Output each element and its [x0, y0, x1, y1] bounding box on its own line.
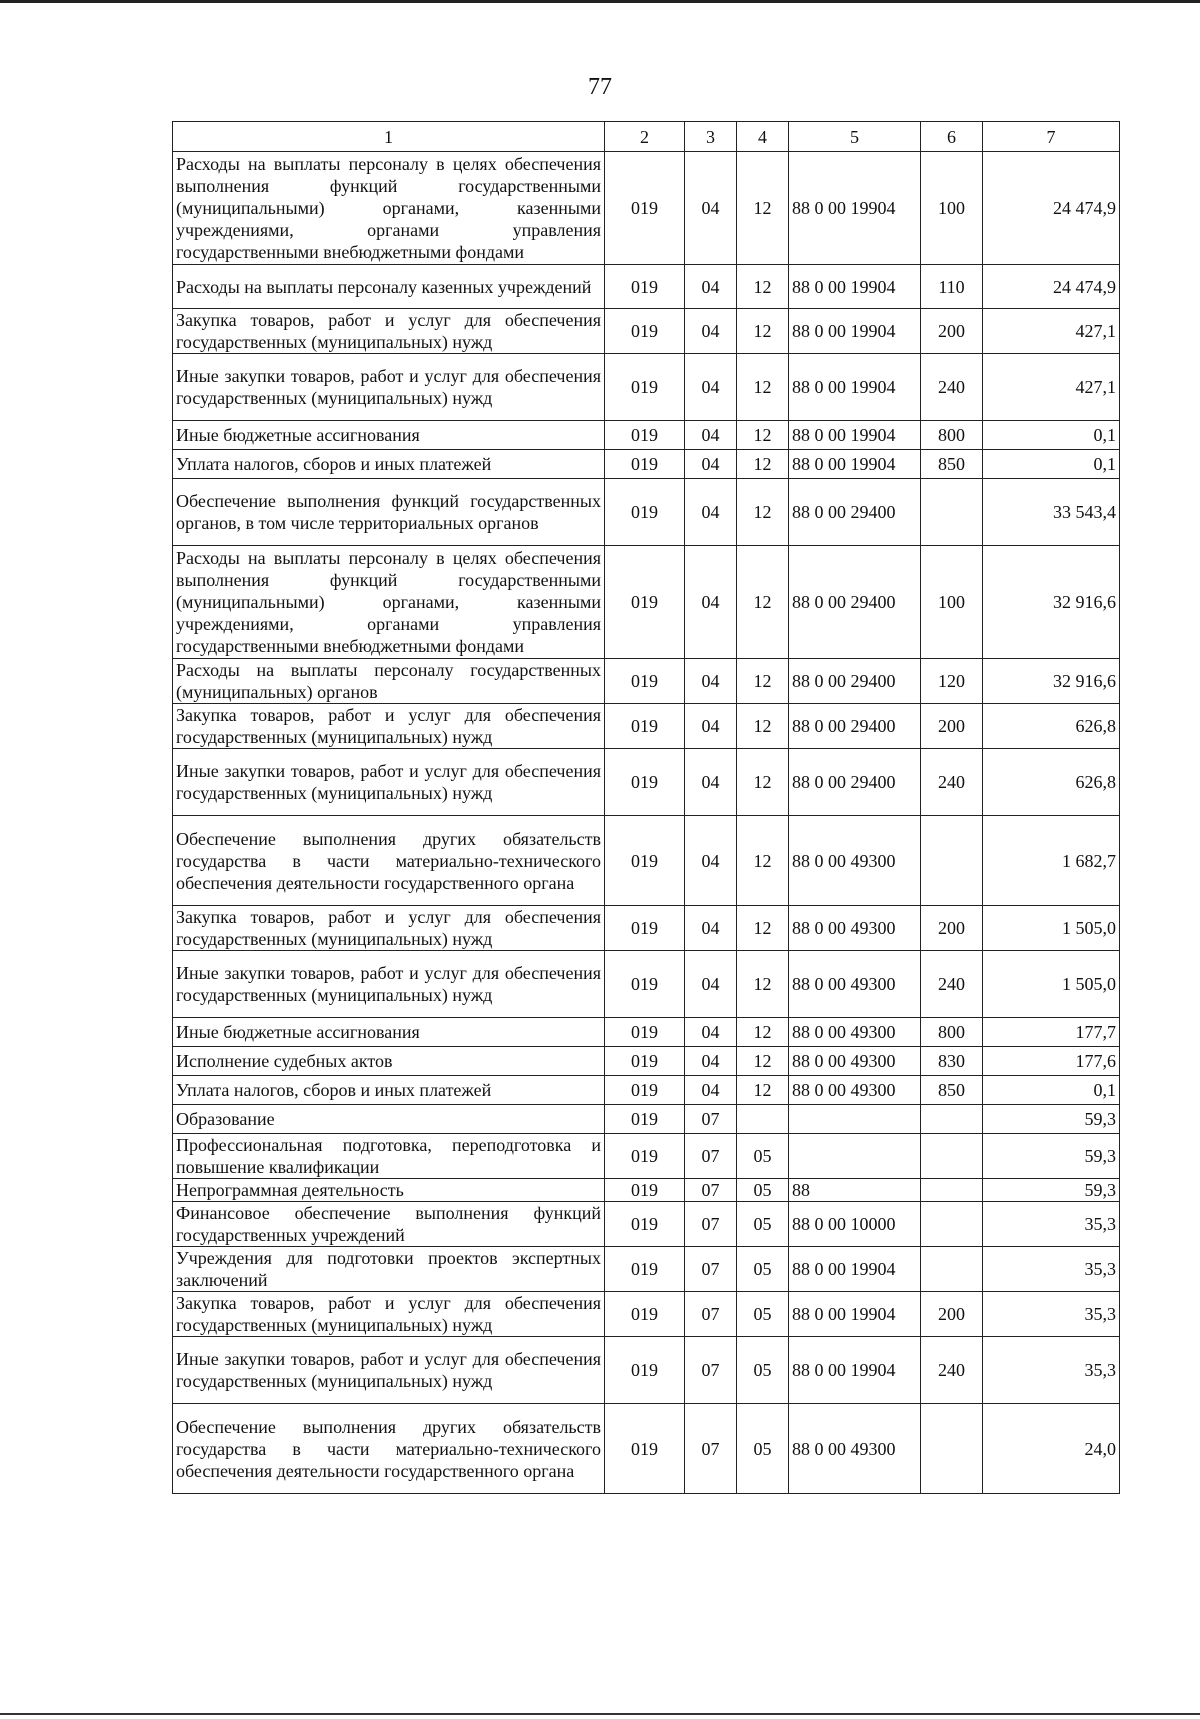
row-amount: 35,3	[983, 1337, 1120, 1404]
row-subsection-code: 12	[737, 951, 789, 1018]
table-row	[173, 749, 1120, 816]
row-name: Профессиональная подготовка, переподготовка и повышение квалификации	[173, 1134, 605, 1179]
table-row	[173, 1134, 1120, 1179]
table-row	[173, 1105, 1120, 1134]
row-ved-code: 019	[605, 1076, 685, 1105]
row-subsection-code: 05	[737, 1337, 789, 1404]
table-row	[173, 704, 1120, 749]
row-section-code: 04	[685, 816, 737, 906]
table-row	[173, 479, 1120, 546]
row-expense-type: 850	[921, 1076, 983, 1105]
row-amount: 1 505,0	[983, 951, 1120, 1018]
row-subsection-code: 12	[737, 479, 789, 546]
row-target-article: 88 0 00 19904	[789, 421, 921, 450]
row-subsection-code: 12	[737, 1047, 789, 1076]
row-subsection-code	[737, 1105, 789, 1134]
row-name: Финансовое обеспечение выполнения функций государственных учреждений	[173, 1202, 605, 1247]
row-expense-type: 200	[921, 309, 983, 354]
row-subsection-code: 12	[737, 546, 789, 659]
row-amount: 35,3	[983, 1202, 1120, 1247]
column-header: 4	[737, 122, 789, 152]
row-section-code: 04	[685, 1047, 737, 1076]
table-row	[173, 659, 1120, 704]
row-section-code: 07	[685, 1247, 737, 1292]
row-name: Закупка товаров, работ и услуг для обеспечения государственных (муниципальных) нужд	[173, 1292, 605, 1337]
row-expense-type: 200	[921, 906, 983, 951]
row-subsection-code: 05	[737, 1247, 789, 1292]
row-subsection-code: 05	[737, 1202, 789, 1247]
row-target-article: 88 0 00 19904	[789, 265, 921, 309]
row-target-article: 88 0 00 49300	[789, 1018, 921, 1047]
column-header: 7	[983, 122, 1120, 152]
row-ved-code: 019	[605, 749, 685, 816]
row-subsection-code: 05	[737, 1179, 789, 1202]
row-subsection-code: 12	[737, 152, 789, 265]
table-row	[173, 1337, 1120, 1404]
row-name: Расходы на выплаты персоналу государственных (муниципальных) органов	[173, 659, 605, 704]
row-target-article: 88 0 00 19904	[789, 1247, 921, 1292]
row-section-code: 04	[685, 265, 737, 309]
row-name: Уплата налогов, сборов и иных платежей	[173, 1076, 605, 1105]
row-amount: 59,3	[983, 1105, 1120, 1134]
row-subsection-code: 12	[737, 354, 789, 421]
table-row	[173, 546, 1120, 659]
row-amount: 59,3	[983, 1179, 1120, 1202]
table-body	[173, 152, 1120, 1494]
row-section-code: 04	[685, 309, 737, 354]
scan-edge-bottom	[0, 1713, 1200, 1715]
table-row	[173, 1047, 1120, 1076]
row-subsection-code: 05	[737, 1404, 789, 1494]
table-row	[173, 816, 1120, 906]
row-name: Иные закупки товаров, работ и услуг для обеспечения государственных (муниципальных) нужд	[173, 1337, 605, 1404]
row-section-code: 07	[685, 1404, 737, 1494]
row-name: Расходы на выплаты персоналу в целях обеспечения выполнения функций государственными (муниципальными) органами, казенными учреждениями, органами управления государственными внебюджетными фондами	[173, 546, 605, 659]
row-name: Расходы на выплаты персоналу казенных учреждений	[173, 265, 605, 309]
column-header: 5	[789, 122, 921, 152]
row-name: Закупка товаров, работ и услуг для обеспечения государственных (муниципальных) нужд	[173, 309, 605, 354]
row-target-article: 88 0 00 49300	[789, 816, 921, 906]
row-ved-code: 019	[605, 1134, 685, 1179]
table-row	[173, 1404, 1120, 1494]
row-name: Иные бюджетные ассигнования	[173, 421, 605, 450]
column-header: 3	[685, 122, 737, 152]
row-expense-type: 240	[921, 951, 983, 1018]
scan-edge-top	[0, 0, 1200, 3]
row-amount: 626,8	[983, 749, 1120, 816]
row-expense-type: 240	[921, 1337, 983, 1404]
row-expense-type: 800	[921, 421, 983, 450]
row-section-code: 07	[685, 1179, 737, 1202]
row-ved-code: 019	[605, 704, 685, 749]
row-expense-type: 240	[921, 749, 983, 816]
table-row	[173, 1018, 1120, 1047]
row-expense-type	[921, 1404, 983, 1494]
row-ved-code: 019	[605, 479, 685, 546]
row-name: Иные закупки товаров, работ и услуг для обеспечения государственных (муниципальных) нужд	[173, 354, 605, 421]
row-expense-type: 110	[921, 265, 983, 309]
header-row	[173, 122, 1120, 152]
table-row	[173, 309, 1120, 354]
table-row	[173, 450, 1120, 479]
row-target-article: 88 0 00 49300	[789, 951, 921, 1018]
row-amount: 32 916,6	[983, 659, 1120, 704]
row-subsection-code: 12	[737, 309, 789, 354]
row-expense-type	[921, 479, 983, 546]
row-ved-code: 019	[605, 354, 685, 421]
row-target-article: 88 0 00 19904	[789, 309, 921, 354]
row-name: Обеспечение выполнения функций государственных органов, в том числе территориальных органов	[173, 479, 605, 546]
row-ved-code: 019	[605, 659, 685, 704]
row-target-article: 88 0 00 49300	[789, 1047, 921, 1076]
row-expense-type	[921, 1105, 983, 1134]
row-target-article: 88 0 00 19904	[789, 1337, 921, 1404]
row-section-code: 07	[685, 1105, 737, 1134]
row-subsection-code: 12	[737, 659, 789, 704]
row-target-article: 88 0 00 29400	[789, 479, 921, 546]
row-ved-code: 019	[605, 1404, 685, 1494]
row-target-article	[789, 1105, 921, 1134]
row-ved-code: 019	[605, 816, 685, 906]
row-expense-type: 200	[921, 1292, 983, 1337]
row-name: Иные закупки товаров, работ и услуг для обеспечения государственных (муниципальных) нужд	[173, 951, 605, 1018]
row-name: Обеспечение выполнения других обязательств государства в части материально-технического обеспечения деятельности государственного органа	[173, 816, 605, 906]
table-row	[173, 906, 1120, 951]
row-ved-code: 019	[605, 1179, 685, 1202]
row-target-article: 88 0 00 19904	[789, 152, 921, 265]
row-section-code: 07	[685, 1202, 737, 1247]
row-target-article: 88 0 00 29400	[789, 546, 921, 659]
row-amount: 1 682,7	[983, 816, 1120, 906]
row-name: Расходы на выплаты персоналу в целях обеспечения выполнения функций государственными (муниципальными) органами, казенными учреждениями, органами управления государственными внебюджетными фондами	[173, 152, 605, 265]
row-section-code: 04	[685, 1076, 737, 1105]
row-amount: 1 505,0	[983, 906, 1120, 951]
row-section-code: 04	[685, 659, 737, 704]
table-row	[173, 951, 1120, 1018]
row-expense-type	[921, 1134, 983, 1179]
row-ved-code: 019	[605, 450, 685, 479]
row-target-article	[789, 1134, 921, 1179]
row-amount: 177,7	[983, 1018, 1120, 1047]
row-subsection-code: 12	[737, 749, 789, 816]
row-name: Иные закупки товаров, работ и услуг для обеспечения государственных (муниципальных) нужд	[173, 749, 605, 816]
row-subsection-code: 12	[737, 450, 789, 479]
row-amount: 626,8	[983, 704, 1120, 749]
row-target-article: 88 0 00 29400	[789, 749, 921, 816]
row-section-code: 04	[685, 152, 737, 265]
page-number: 77	[588, 74, 612, 100]
row-ved-code: 019	[605, 265, 685, 309]
row-name: Закупка товаров, работ и услуг для обеспечения государственных (муниципальных) нужд	[173, 704, 605, 749]
row-section-code: 07	[685, 1292, 737, 1337]
table-row	[173, 152, 1120, 265]
row-expense-type: 100	[921, 546, 983, 659]
row-section-code: 04	[685, 479, 737, 546]
row-name: Обеспечение выполнения других обязательств государства в части материально-технического обеспечения деятельности государственного органа	[173, 1404, 605, 1494]
row-expense-type: 100	[921, 152, 983, 265]
table-row	[173, 1179, 1120, 1202]
budget-table	[172, 121, 1120, 1494]
row-section-code: 07	[685, 1134, 737, 1179]
row-target-article: 88 0 00 10000	[789, 1202, 921, 1247]
row-subsection-code: 12	[737, 265, 789, 309]
row-subsection-code: 05	[737, 1292, 789, 1337]
row-target-article: 88 0 00 29400	[789, 704, 921, 749]
row-ved-code: 019	[605, 1337, 685, 1404]
row-ved-code: 019	[605, 951, 685, 1018]
row-ved-code: 019	[605, 1018, 685, 1047]
row-amount: 427,1	[983, 309, 1120, 354]
row-ved-code: 019	[605, 1247, 685, 1292]
row-ved-code: 019	[605, 309, 685, 354]
row-ved-code: 019	[605, 546, 685, 659]
row-amount: 35,3	[983, 1292, 1120, 1337]
row-amount: 32 916,6	[983, 546, 1120, 659]
row-subsection-code: 05	[737, 1134, 789, 1179]
row-name: Исполнение судебных актов	[173, 1047, 605, 1076]
row-ved-code: 019	[605, 1105, 685, 1134]
row-target-article: 88 0 00 49300	[789, 906, 921, 951]
row-ved-code: 019	[605, 1292, 685, 1337]
row-subsection-code: 12	[737, 1018, 789, 1047]
row-expense-type	[921, 816, 983, 906]
row-expense-type: 800	[921, 1018, 983, 1047]
row-name: Иные бюджетные ассигнования	[173, 1018, 605, 1047]
row-amount: 33 543,4	[983, 479, 1120, 546]
row-name: Образование	[173, 1105, 605, 1134]
row-amount: 0,1	[983, 1076, 1120, 1105]
row-section-code: 04	[685, 354, 737, 421]
row-amount: 24 474,9	[983, 265, 1120, 309]
row-amount: 24 474,9	[983, 152, 1120, 265]
table-row	[173, 1247, 1120, 1292]
row-ved-code: 019	[605, 906, 685, 951]
row-name: Закупка товаров, работ и услуг для обеспечения государственных (муниципальных) нужд	[173, 906, 605, 951]
row-section-code: 04	[685, 450, 737, 479]
row-amount: 24,0	[983, 1404, 1120, 1494]
row-amount: 0,1	[983, 450, 1120, 479]
row-expense-type	[921, 1179, 983, 1202]
row-subsection-code: 12	[737, 1076, 789, 1105]
row-target-article: 88 0 00 19904	[789, 1292, 921, 1337]
row-name: Уплата налогов, сборов и иных платежей	[173, 450, 605, 479]
table-row	[173, 354, 1120, 421]
table-row	[173, 1202, 1120, 1247]
row-expense-type	[921, 1202, 983, 1247]
row-ved-code: 019	[605, 152, 685, 265]
row-amount: 35,3	[983, 1247, 1120, 1292]
row-expense-type	[921, 1247, 983, 1292]
column-header: 6	[921, 122, 983, 152]
row-target-article: 88 0 00 19904	[789, 450, 921, 479]
row-expense-type: 850	[921, 450, 983, 479]
table-row	[173, 265, 1120, 309]
row-section-code: 04	[685, 749, 737, 816]
row-amount: 177,6	[983, 1047, 1120, 1076]
row-section-code: 04	[685, 906, 737, 951]
row-section-code: 04	[685, 1018, 737, 1047]
table-row	[173, 421, 1120, 450]
row-expense-type: 240	[921, 354, 983, 421]
row-target-article: 88 0 00 29400	[789, 659, 921, 704]
row-expense-type: 200	[921, 704, 983, 749]
row-section-code: 04	[685, 704, 737, 749]
table-row	[173, 1292, 1120, 1337]
row-subsection-code: 12	[737, 421, 789, 450]
table-row	[173, 1076, 1120, 1105]
row-name: Непрограммная деятельность	[173, 1179, 605, 1202]
row-target-article: 88 0 00 49300	[789, 1404, 921, 1494]
row-expense-type: 120	[921, 659, 983, 704]
row-subsection-code: 12	[737, 816, 789, 906]
column-header: 1	[173, 122, 605, 152]
row-ved-code: 019	[605, 1047, 685, 1076]
row-amount: 59,3	[983, 1134, 1120, 1179]
row-section-code: 04	[685, 421, 737, 450]
column-header: 2	[605, 122, 685, 152]
row-name: Учреждения для подготовки проектов экспертных заключений	[173, 1247, 605, 1292]
row-section-code: 04	[685, 951, 737, 1018]
row-target-article: 88 0 00 49300	[789, 1076, 921, 1105]
row-amount: 427,1	[983, 354, 1120, 421]
row-ved-code: 019	[605, 1202, 685, 1247]
row-section-code: 07	[685, 1337, 737, 1404]
row-target-article: 88 0 00 19904	[789, 354, 921, 421]
row-section-code: 04	[685, 546, 737, 659]
row-target-article: 88	[789, 1179, 921, 1202]
row-ved-code: 019	[605, 421, 685, 450]
row-expense-type: 830	[921, 1047, 983, 1076]
row-subsection-code: 12	[737, 704, 789, 749]
row-subsection-code: 12	[737, 906, 789, 951]
row-amount: 0,1	[983, 421, 1120, 450]
